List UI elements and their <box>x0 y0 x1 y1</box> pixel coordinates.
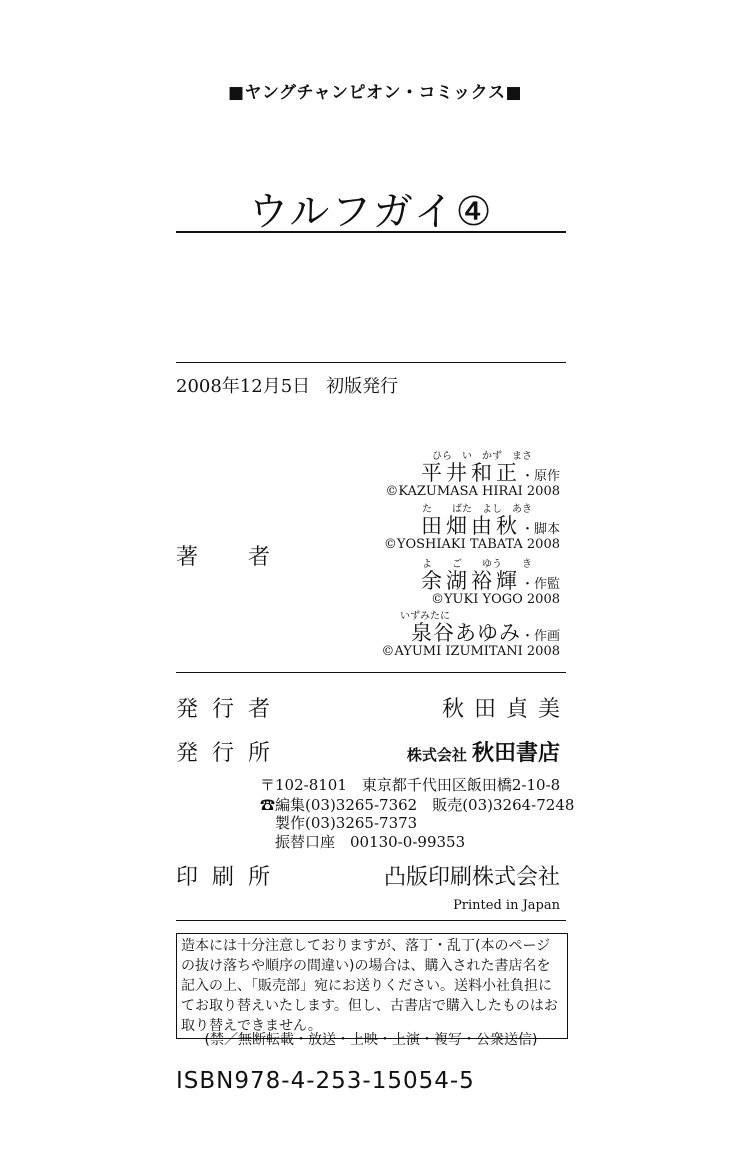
section-rule <box>176 672 566 673</box>
author-copyright: ©YOSHIAKI TABATA 2008 <box>383 537 560 552</box>
printed-rule <box>176 920 566 921</box>
address: 〒102-8101 東京都千代田区飯田橋2-10-8 <box>260 776 561 794</box>
publisher-name: 秋田貞美 <box>441 697 570 722</box>
author-entry <box>411 617 560 647</box>
author-ruby: た ばた よし あき <box>422 504 532 515</box>
date-rule <box>176 362 566 363</box>
publication-date-line <box>176 372 398 398</box>
publishing-house-label: 発行所 <box>176 741 285 766</box>
publishing-house <box>407 736 560 767</box>
author-copyright: ©KAZUMASA HIRAI 2008 <box>385 484 560 499</box>
phone-numbers: ☎編集(03)3265-7362 販売(03)3264-7248 <box>260 796 575 814</box>
publication-date: 2008年12月5日 <box>176 376 311 397</box>
company-prefix: 株式会社 <box>406 746 467 764</box>
author-name: 田畑由秋 <box>420 514 521 538</box>
author-role: ・脚本 <box>520 522 560 537</box>
author-role: ・作画 <box>520 629 560 644</box>
printer-label: 印刷所 <box>176 865 285 890</box>
author-name: 泉谷あゆみ <box>410 621 521 645</box>
publisher-label: 発行者 <box>176 697 285 722</box>
author-role: ・原作 <box>520 469 560 484</box>
printed-in: Printed in Japan <box>453 898 560 913</box>
author-entry <box>421 457 560 487</box>
author-copyright: ©YUKI YOGO 2008 <box>430 592 560 607</box>
title-underline <box>176 231 566 233</box>
author-copyright: ©AYUMI IZUMITANI 2008 <box>381 644 560 659</box>
author-name: 平井和正 <box>420 461 521 485</box>
printer-name: 凸版印刷株式会社 <box>383 865 560 890</box>
company-name: 秋田書店 <box>471 740 560 766</box>
authors-label: 著 者 <box>176 545 285 570</box>
rights-notice: (禁／無断転載・放送・上映・上演・複写・公衆送信) <box>204 1032 538 1048</box>
author-ruby: ひら い かず まさ <box>432 451 532 462</box>
author-name: 余湖裕輝 <box>420 569 521 593</box>
author-role: ・作監 <box>520 577 560 592</box>
notice-box <box>176 933 568 1039</box>
author-entry <box>421 565 560 595</box>
book-title: ウルフガイ④ <box>248 189 494 235</box>
notice-text: 造本には十分注意しておりますが、落丁・乱丁(本のページの抜け落ちや順序の間違い)の場合は、購入された書店名を記入の上、「販売部」宛にお送りください。送料小社負担にてお取り替えいたします。但し、古書店で購入したものはお取り替えできません。 <box>181 938 558 1034</box>
author-entry <box>421 510 560 540</box>
edition-label: 初版発行 <box>326 376 399 397</box>
author-ruby: よ ご ゆう き <box>422 559 532 570</box>
series-name: ■ヤングチャンピオン・コミックス■ <box>227 83 523 103</box>
phone-production: 製作(03)3265-7373 <box>275 814 418 832</box>
isbn: ISBN978-4-253-15054-5 <box>176 1068 475 1094</box>
transfer-account: 振替口座 00130-0-99353 <box>275 833 466 851</box>
author-ruby: いずみたに <box>400 611 450 622</box>
